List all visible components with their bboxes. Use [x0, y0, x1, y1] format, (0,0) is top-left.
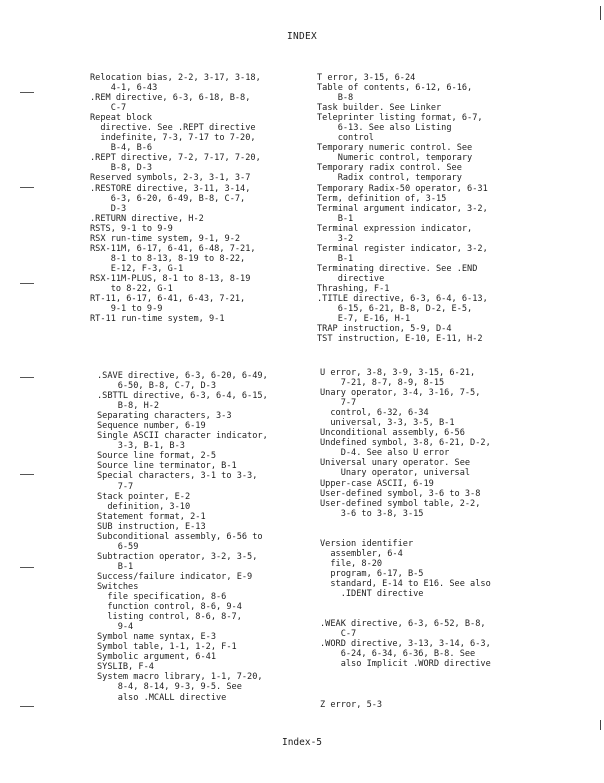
margin-tick [20, 283, 34, 284]
index-entry-term: RSX run-time system, 9-1, 9-2 [90, 233, 241, 244]
index-entry-continuation: 6-13. See also Listing [317, 123, 452, 134]
index-entry-term: Success/failure indicator, E-9 [97, 571, 253, 582]
index-entry-term: .WORD directive, 3-13, 3-14, 6-3, [320, 639, 491, 650]
index-entry [97, 632, 268, 642]
index-entry-continuation: D-4. See also U error [320, 448, 450, 459]
index-entry-continuation: 6-15, 6-21, B-8, D-2, E-5, [317, 304, 473, 315]
margin-tick [20, 187, 34, 188]
index-entry [317, 103, 488, 113]
index-entry-continuation: 9-4 [97, 622, 134, 633]
index-entry-continuation: 3-3, B-1, B-3 [97, 441, 185, 452]
index-entry [97, 582, 268, 632]
index-entry [320, 428, 491, 438]
index-entry-continuation: program, 6-17, B-5 [320, 568, 424, 579]
index-entry-term: .TITLE directive, 6-3, 6-4, 6-13, [317, 294, 488, 305]
edge-mark [600, 720, 601, 730]
index-entry [317, 294, 488, 324]
index-entry [317, 334, 488, 344]
index-entry [320, 499, 491, 519]
index-entry-term: RSX-11M, 6-17, 6-41, 6-48, 7-21, [90, 243, 256, 254]
index-entry-continuation: file, 8-20 [320, 558, 383, 569]
index-entry-term: .WEAK directive, 6-3, 6-52, B-8, [320, 619, 486, 630]
index-entry [90, 294, 261, 314]
index-entry-term: .RETURN directive, H-2 [90, 213, 204, 224]
index-entry-continuation: 6-24, 6-34, 6-36, B-8. See [320, 649, 476, 660]
index-entry [97, 461, 268, 471]
index-entry [97, 411, 268, 421]
index-entry-continuation: 6-50, B-8, C-7, D-3 [97, 381, 216, 392]
index-entry-term: System macro library, 1-1, 7-20, [97, 672, 263, 683]
index-entry-term: Task builder. See Linker [317, 103, 442, 114]
index-entry [317, 204, 488, 224]
index-entry-term: Thrashing, F-1 [317, 283, 390, 294]
index-entry-term: RSTS, 9-1 to 9-9 [90, 223, 173, 234]
index-entry-term: U error, 3-8, 3-9, 3-15, 6-21, [320, 368, 476, 378]
index-entry [317, 284, 488, 294]
index-entry [320, 489, 491, 499]
index-entry-term: Subconditional assembly, 6-56 to [97, 531, 263, 542]
index-entry-continuation: C-7 [320, 629, 357, 640]
index-entry-continuation: 6-59 [97, 541, 139, 552]
index-entry-term: Reserved symbols, 2-3, 3-1, 3-7 [90, 173, 251, 184]
index-entry [90, 214, 261, 224]
index-entry-term: .RESTORE directive, 3-11, 3-14, [90, 183, 251, 194]
index-entry-continuation: B-4, B-6 [90, 143, 153, 154]
index-entry [97, 371, 268, 391]
index-entry-continuation: definition, 3-10 [97, 501, 191, 512]
page-header: INDEX [286, 31, 318, 42]
index-entry [317, 113, 488, 143]
index-entry-term: Symbolic argument, 6-41 [97, 652, 216, 663]
index-entry-continuation: directive. See .REPT directive [90, 123, 256, 134]
index-entry-continuation: 9-1 to 9-9 [90, 304, 163, 315]
index-entry-term: Sequence number, 6-19 [97, 421, 206, 432]
index-column-bottom-left [97, 371, 268, 703]
index-entry [320, 438, 491, 458]
index-entry [97, 391, 268, 411]
index-entry-continuation: 7-7 [97, 481, 134, 492]
index-entry [90, 93, 261, 113]
index-entry-term: Terminal register indicator, 3-2, [317, 243, 488, 254]
index-entry [97, 552, 268, 572]
index-entry-term [320, 669, 491, 679]
index-entry [90, 234, 261, 244]
index-entry-term: Universal unary operator. See [320, 458, 471, 469]
index-entry [97, 492, 268, 512]
index-entry-continuation: 7-7 [320, 398, 357, 409]
index-entry [90, 184, 261, 214]
index-entry-term: .SAVE directive, 6-3, 6-20, 6-49, [97, 371, 268, 381]
index-entry [317, 83, 488, 103]
index-entry [90, 274, 261, 294]
index-entry [320, 539, 491, 599]
index-entry-term: Statement format, 2-1 [97, 511, 206, 522]
index-entry-continuation: control, 6-32, 6-34 [320, 408, 429, 419]
index-entry-term: Switches [97, 581, 139, 592]
index-entry-term: RSX-11M-PLUS, 8-1 to 8-13, 8-19 [90, 273, 251, 284]
index-entry [317, 143, 488, 163]
index-entry-continuation: listing control, 8-6, 8-7, [97, 612, 242, 623]
margin-tick [20, 474, 34, 475]
index-entry [97, 642, 268, 652]
index-entry-term: User-defined symbol, 3-6 to 3-8 [320, 488, 481, 499]
index-entry-continuation: B-8, D-3 [90, 163, 153, 174]
index-entry-continuation: B-1 [317, 253, 354, 264]
index-entry-term: Single ASCII character indicator, [97, 431, 268, 442]
index-entry-continuation [320, 529, 491, 539]
index-entry-term: Relocation bias, 2-2, 3-17, 3-18, [90, 73, 261, 83]
index-entry-term: Repeat block [90, 113, 153, 124]
index-entry [97, 471, 268, 491]
index-entry-continuation: also .MCALL directive [97, 692, 227, 703]
index-entry [90, 73, 261, 93]
index-entry-continuation: to 8-22, G-1 [90, 283, 173, 294]
index-entry-term: Source line terminator, B-1 [97, 461, 237, 472]
index-entry-continuation: file specification, 8-6 [97, 592, 227, 603]
index-entry [320, 479, 491, 489]
index-entry-continuation: indefinite, 7-3, 7-17 to 7-20, [90, 133, 256, 144]
index-entry-term: T error, 3-15, 6-24 [317, 73, 416, 83]
index-entry-term: Terminating directive. See .END [317, 263, 478, 274]
index-entry-term [320, 519, 491, 529]
index-column-bottom-right [320, 368, 491, 710]
index-entry-continuation: directive [317, 273, 385, 284]
index-entry [90, 314, 261, 324]
index-entry [320, 599, 491, 619]
margin-tick [20, 377, 34, 378]
index-entry-term: Unary operator, 3-4, 3-16, 7-5, [320, 388, 481, 399]
index-entry [97, 512, 268, 522]
index-entry [320, 519, 491, 539]
index-entry [317, 264, 488, 284]
index-entry-term [320, 599, 491, 609]
index-entry-term: Table of contents, 6-12, 6-16, [317, 83, 473, 94]
page-footer: Index-5 [281, 737, 323, 748]
index-entry [320, 388, 491, 428]
index-entry-continuation: 3-6 to 3-8, 3-15 [320, 508, 424, 519]
index-entry-continuation: E-7, E-16, H-1 [317, 314, 411, 325]
index-entry [320, 639, 491, 669]
index-entry [317, 73, 488, 83]
index-entry-term: Upper-case ASCII, 6-19 [320, 478, 434, 489]
index-entry-term: .REPT directive, 7-2, 7-17, 7-20, [90, 153, 261, 164]
index-entry-continuation: standard, E-14 to E16. See also [320, 578, 491, 589]
index-entry-continuation [320, 690, 491, 700]
index-entry-continuation: D-3 [90, 203, 127, 214]
index-entry-term: Special characters, 3-1 to 3-3, [97, 471, 258, 482]
index-entry-term: Terminal argument indicator, 3-2, [317, 203, 488, 214]
index-entry [90, 153, 261, 173]
index-entry-continuation: Unary operator, universal [320, 468, 471, 479]
index-entry [90, 244, 261, 274]
index-entry-continuation: 6-3, 6-20, 6-49, B-8, C-7, [90, 193, 246, 204]
index-entry-term: Temporary numeric control. See [317, 143, 473, 154]
index-entry [90, 173, 261, 183]
margin-tick [20, 567, 34, 568]
index-entry-term: Temporary radix control. See [317, 163, 462, 174]
index-entry [320, 700, 491, 710]
index-entry [97, 532, 268, 552]
index-column-top-left [90, 73, 261, 324]
index-entry-term: Unconditional assembly, 6-56 [320, 428, 465, 439]
index-entry-term: Terminal expression indicator, [317, 223, 473, 234]
index-entry-term: TRAP instruction, 5-9, D-4 [317, 324, 452, 335]
index-entry [317, 194, 488, 204]
index-entry-continuation: Numeric control, temporary [317, 153, 473, 164]
index-entry-continuation: 4-1, 6-43 [90, 83, 158, 94]
index-entry-continuation: B-1 [317, 213, 354, 224]
index-entry-term: RT-11 run-time system, 9-1 [90, 314, 225, 325]
index-entry-continuation [320, 609, 491, 619]
index-entry-term: Source line format, 2-5 [97, 451, 216, 462]
index-entry-continuation: Radix control, temporary [317, 173, 462, 184]
index-entry-term: SYSLIB, F-4 [97, 662, 154, 673]
index-entry [97, 572, 268, 582]
index-entry-continuation [320, 679, 491, 689]
index-entry-term: Subtraction operator, 3-2, 3-5, [97, 551, 258, 562]
index-entry [97, 672, 268, 702]
index-entry-term: TST instruction, E-10, E-11, H-2 [317, 334, 483, 345]
index-entry-term: User-defined symbol table, 2-2, [320, 498, 481, 509]
index-entry-continuation: B-8 [317, 93, 354, 104]
index-entry [317, 224, 488, 244]
margin-tick [20, 92, 34, 93]
index-entry-term: Term, definition of, 3-15 [317, 193, 447, 204]
index-entry-term: .REM directive, 6-3, 6-18, B-8, [90, 93, 251, 104]
index-entry-term: Undefined symbol, 3-8, 6-21, D-2, [320, 438, 491, 449]
index-entry-term: Symbol name syntax, E-3 [97, 632, 216, 643]
index-entry [317, 163, 488, 183]
edge-mark [600, 6, 601, 20]
index-entry-term: Teleprinter listing format, 6-7, [317, 113, 483, 124]
index-entry-continuation: universal, 3-3, 3-5, B-1 [320, 418, 455, 429]
index-entry-term: Stack pointer, E-2 [97, 491, 191, 502]
index-entry [320, 368, 491, 388]
index-entry-continuation: .IDENT directive [320, 589, 424, 600]
index-entry-continuation: 3-2 [317, 233, 354, 244]
index-entry-continuation: 8-1 to 8-13, 8-19 to 8-22, [90, 253, 246, 264]
index-entry-continuation: control [317, 133, 374, 144]
index-entry-term: RT-11, 6-17, 6-41, 6-43, 7-21, [90, 294, 246, 305]
index-entry-continuation: C-7 [90, 103, 127, 114]
index-entry-term: Symbol table, 1-1, 1-2, F-1 [97, 642, 237, 653]
index-entry-continuation: 7-21, 8-7, 8-9, 8-15 [320, 378, 445, 389]
margin-tick [20, 706, 34, 707]
index-entry [97, 451, 268, 461]
index-entry-term: .SBTTL directive, 6-3, 6-4, 6-15, [97, 391, 268, 402]
index-entry [320, 619, 491, 639]
index-entry [317, 324, 488, 334]
index-entry-term: Separating characters, 3-3 [97, 411, 232, 422]
index-entry [97, 431, 268, 451]
index-entry-continuation: B-1 [97, 561, 134, 572]
index-entry-continuation: B-8, H-2 [97, 401, 160, 412]
index-entry [97, 652, 268, 662]
index-entry-continuation: function control, 8-6, 9-4 [97, 602, 242, 613]
index-entry [97, 662, 268, 672]
index-entry-continuation: 8-4, 8-14, 9-3, 9-5. See [97, 682, 242, 693]
index-entry [97, 522, 268, 532]
index-entry [90, 113, 261, 153]
index-column-top-right [317, 73, 488, 344]
index-entry-term: Z error, 5-3 [320, 699, 383, 710]
index-entry [90, 224, 261, 234]
index-entry-term: Temporary Radix-50 operator, 6-31 [317, 183, 488, 194]
index-entry [317, 244, 488, 264]
index-entry-continuation: also Implicit .WORD directive [320, 659, 491, 670]
index-entry-term: Version identifier [320, 538, 414, 549]
index-entry [320, 669, 491, 699]
index-entry-term: SUB instruction, E-13 [97, 521, 206, 532]
index-entry-continuation: assembler, 6-4 [320, 548, 403, 559]
index-entry-continuation: E-12, F-3, G-1 [90, 263, 184, 274]
index-entry [317, 184, 488, 194]
index-entry [97, 421, 268, 431]
index-entry [320, 458, 491, 478]
